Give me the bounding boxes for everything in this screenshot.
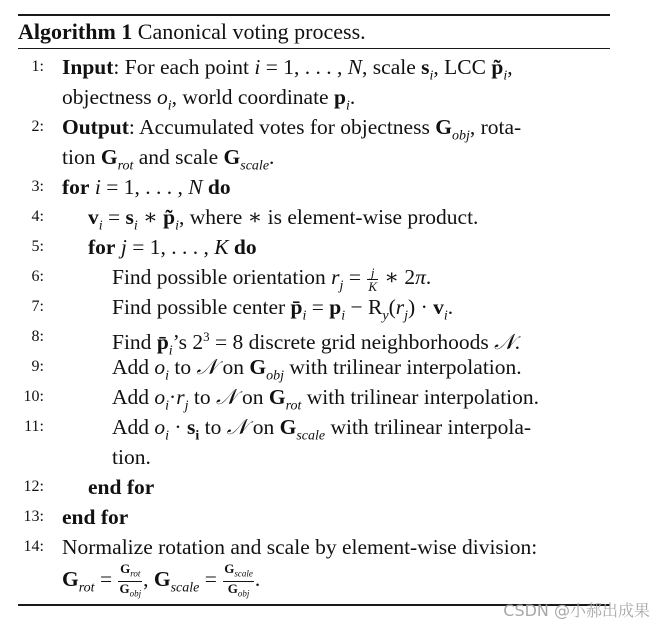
- algo-line-8: Find $p̄_i’s$ $2^3 = 8$ discrete grid neighborhoods 𝒩.: [112, 329, 521, 359]
- line-text: and scale: [138, 145, 219, 169]
- header-rule: [18, 48, 610, 49]
- algo-line-10: Add $o_i\cdot r_j$ to 𝒩 on $G_{rot}$ with trilinear interpolation.: [112, 385, 540, 414]
- line-text: , where ∗ is element-wise product.: [179, 205, 479, 229]
- line-number: 7:: [31, 298, 44, 315]
- line-text: Add: [112, 385, 150, 409]
- top-rule: [18, 14, 610, 16]
- watermark: CSDN @小郝出成果: [503, 601, 650, 620]
- line-text: Find possible center: [112, 295, 286, 319]
- line-number: 1:: [31, 58, 44, 75]
- algo-line-2-cont: tion $G_{rot}$ and scale $G_{scale}$.: [62, 145, 275, 174]
- line-text: LCC: [444, 55, 486, 79]
- line-number: 6:: [31, 268, 44, 285]
- line-number: 8:: [31, 328, 44, 345]
- line-text: tion.: [112, 445, 151, 469]
- algo-line-9: Add $o_i$ to 𝒩 on $G_{obj}$ with trilinear interpolation.: [112, 355, 522, 384]
- keyword-do: do: [207, 175, 231, 199]
- line-text: Normalize rotation and scale by element-wise division:: [62, 535, 538, 559]
- line-number: 10:: [23, 388, 44, 405]
- line-text: tion: [62, 145, 96, 169]
- line-number: 14:: [23, 538, 44, 555]
- line-number: 3:: [31, 178, 44, 195]
- keyword-input: Input: [62, 55, 114, 79]
- line-text: with trilinear interpolation.: [289, 355, 522, 379]
- line-text: to: [174, 355, 192, 379]
- line-number: 4:: [31, 208, 44, 225]
- line-text: objectness: [62, 85, 152, 109]
- line-text: : Accumulated votes for objectness: [128, 115, 430, 139]
- line-number: 12:: [23, 478, 44, 495]
- algorithm-label: Algorithm 1: [18, 19, 133, 44]
- line-text: on: [252, 415, 275, 439]
- line-text: : For each point: [113, 55, 249, 79]
- algo-line-1-cont: objectness $o_i$, world coordinate $p_i$.: [62, 85, 356, 114]
- keyword-end-for: end for: [62, 505, 129, 529]
- algo-line-6: Find possible orientation $r_j$ = $\frac{j}{K}$ ∗ 2π.: [112, 264, 432, 294]
- algorithm-header: [18, 18, 366, 46]
- line-text: to: [204, 415, 222, 439]
- line-text: , rota-: [469, 115, 522, 139]
- line-number: 2:: [31, 118, 44, 135]
- line-text: scale: [372, 55, 416, 79]
- line-number: 11:: [24, 418, 44, 435]
- line-text: Find: [112, 330, 152, 355]
- line-text: on: [241, 385, 264, 409]
- line-text: on: [222, 355, 245, 379]
- keyword-output: Output: [62, 115, 129, 139]
- algo-line-11-cont: [112, 442, 151, 472]
- algo-line-12: [88, 472, 154, 502]
- algo-line-14: [62, 532, 537, 562]
- keyword-do: do: [233, 235, 257, 259]
- line-text: world coordinate: [182, 85, 329, 109]
- algorithm-title: Canonical voting process.: [137, 19, 366, 44]
- keyword-end-for: end for: [88, 475, 155, 499]
- algo-line-14-cont: $G_{rot}$ = $\frac{G_{rot}}{G_{obj}}$ , $G_{scale}$ = $\frac{G_{scale}}{G_{obj}}$ .: [62, 561, 261, 599]
- algo-line-5: for j = 1, . . . , K do: [88, 235, 257, 259]
- line-text: Find possible orientation: [112, 265, 326, 289]
- line-text: discrete grid neighborhoods: [248, 330, 489, 355]
- algo-line-4: $v_i = s_i$ ∗ $p̃_i$, where ∗ is element-wise product.: [88, 205, 479, 234]
- algo-line-13: [62, 502, 128, 532]
- algo-line-11: Add $o_i \cdot s_i$ to 𝒩 on $G_{scale}$ with trilinear interpola-: [112, 415, 532, 444]
- line-number: 13:: [23, 508, 44, 525]
- keyword-for: for: [88, 235, 116, 259]
- line-text: Add: [112, 355, 150, 379]
- algo-line-7: Find possible center $p̄_i = p_i - R_y(r_j) \cdot v_i$.: [112, 295, 454, 324]
- line-text: with trilinear interpolation.: [306, 385, 540, 409]
- algo-line-2: Output: Accumulated votes for objectness $G_{obj}$, rota-: [62, 115, 522, 144]
- line-text: with trilinear interpola-: [330, 415, 532, 439]
- algo-line-1: Input: For each point i = 1, . . . , N, scale $s_i$, LCC $p̃_i$,: [62, 55, 513, 84]
- line-number: 9:: [31, 358, 44, 375]
- line-text: Add: [112, 415, 150, 439]
- line-text: to: [193, 385, 211, 409]
- line-number: 5:: [31, 238, 44, 255]
- keyword-for: for: [62, 175, 90, 199]
- algo-line-3: for i = 1, . . . , N do: [62, 175, 231, 199]
